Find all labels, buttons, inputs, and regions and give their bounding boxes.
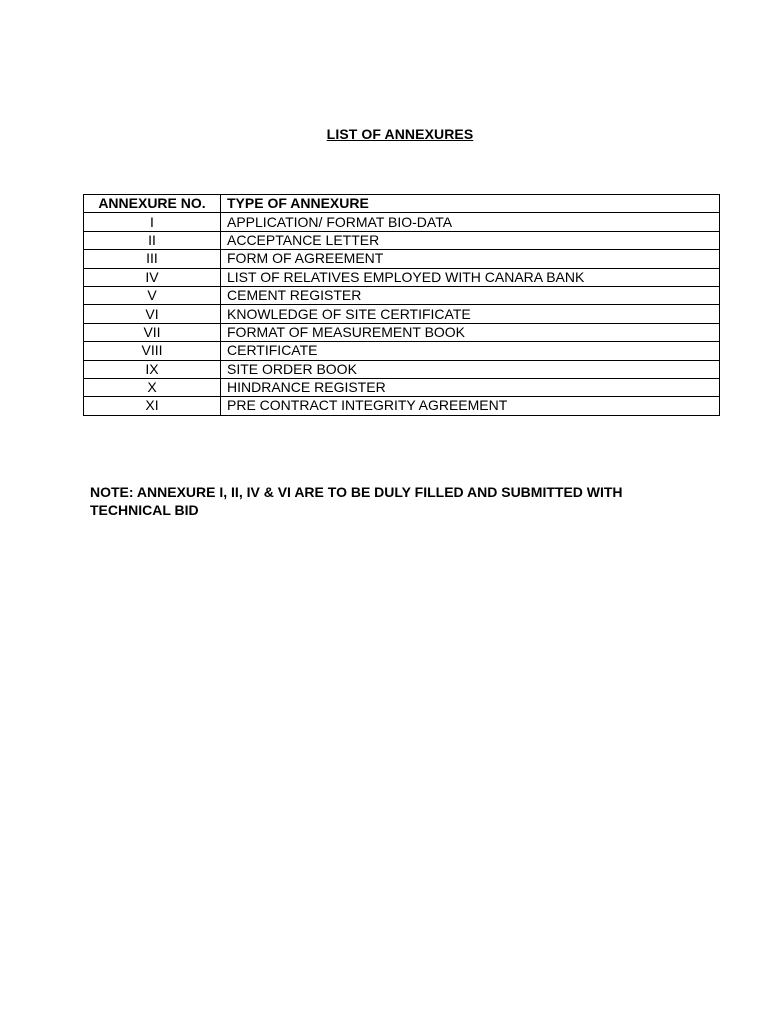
column-header-type-of-annexure: TYPE OF ANNEXURE	[221, 195, 720, 213]
annexure-type-cell: ACCEPTANCE LETTER	[221, 231, 720, 249]
annexure-number-cell: VII	[84, 323, 221, 341]
table-row	[84, 397, 720, 415]
submission-note	[90, 483, 690, 519]
annexure-number-cell: VIII	[84, 342, 221, 360]
column-header-annexure-no: ANNEXURE NO.	[84, 195, 221, 213]
table-row	[84, 213, 720, 231]
annexure-number-cell: VI	[84, 305, 221, 323]
annexure-type-cell: HINDRANCE REGISTER	[221, 378, 720, 396]
annexure-number-cell: IV	[84, 268, 221, 286]
annexure-number-cell: V	[84, 286, 221, 304]
annexure-type-cell: SITE ORDER BOOK	[221, 360, 720, 378]
table-row	[84, 268, 720, 286]
annexure-type-cell: LIST OF RELATIVES EMPLOYED WITH CANARA BANK	[221, 268, 720, 286]
annexure-number-cell: III	[84, 250, 221, 268]
annexure-number-cell: IX	[84, 360, 221, 378]
table-row	[84, 305, 720, 323]
table-row	[84, 231, 720, 249]
annexure-type-cell: FORM OF AGREEMENT	[221, 250, 720, 268]
table-row	[84, 250, 720, 268]
table-row	[84, 342, 720, 360]
annexure-number-cell: XI	[84, 397, 221, 415]
table-row	[84, 378, 720, 396]
annexure-type-cell: FORMAT OF MEASUREMENT BOOK	[221, 323, 720, 341]
table-row	[84, 360, 720, 378]
annexure-number-cell: X	[84, 378, 221, 396]
table-row	[84, 323, 720, 341]
annexure-type-cell: PRE CONTRACT INTEGRITY AGREEMENT	[221, 397, 720, 415]
annexure-type-cell: CEMENT REGISTER	[221, 286, 720, 304]
annexure-number-cell: II	[84, 231, 221, 249]
page-title: LIST OF ANNEXURES	[326, 126, 474, 142]
annexure-number-cell: I	[84, 213, 221, 231]
annexure-type-cell: APPLICATION/ FORMAT BIO-DATA	[221, 213, 720, 231]
table-row	[84, 286, 720, 304]
annexure-type-cell: KNOWLEDGE OF SITE CERTIFICATE	[221, 305, 720, 323]
annexure-table	[83, 194, 720, 416]
table-header-row	[84, 195, 720, 213]
note-line: TECHNICAL BID	[90, 502, 199, 518]
annexure-type-cell: CERTIFICATE	[221, 342, 720, 360]
note-line: NOTE: ANNEXURE I, II, IV & VI ARE TO BE DULY FILLED AND SUBMITTED WITH	[90, 484, 623, 500]
